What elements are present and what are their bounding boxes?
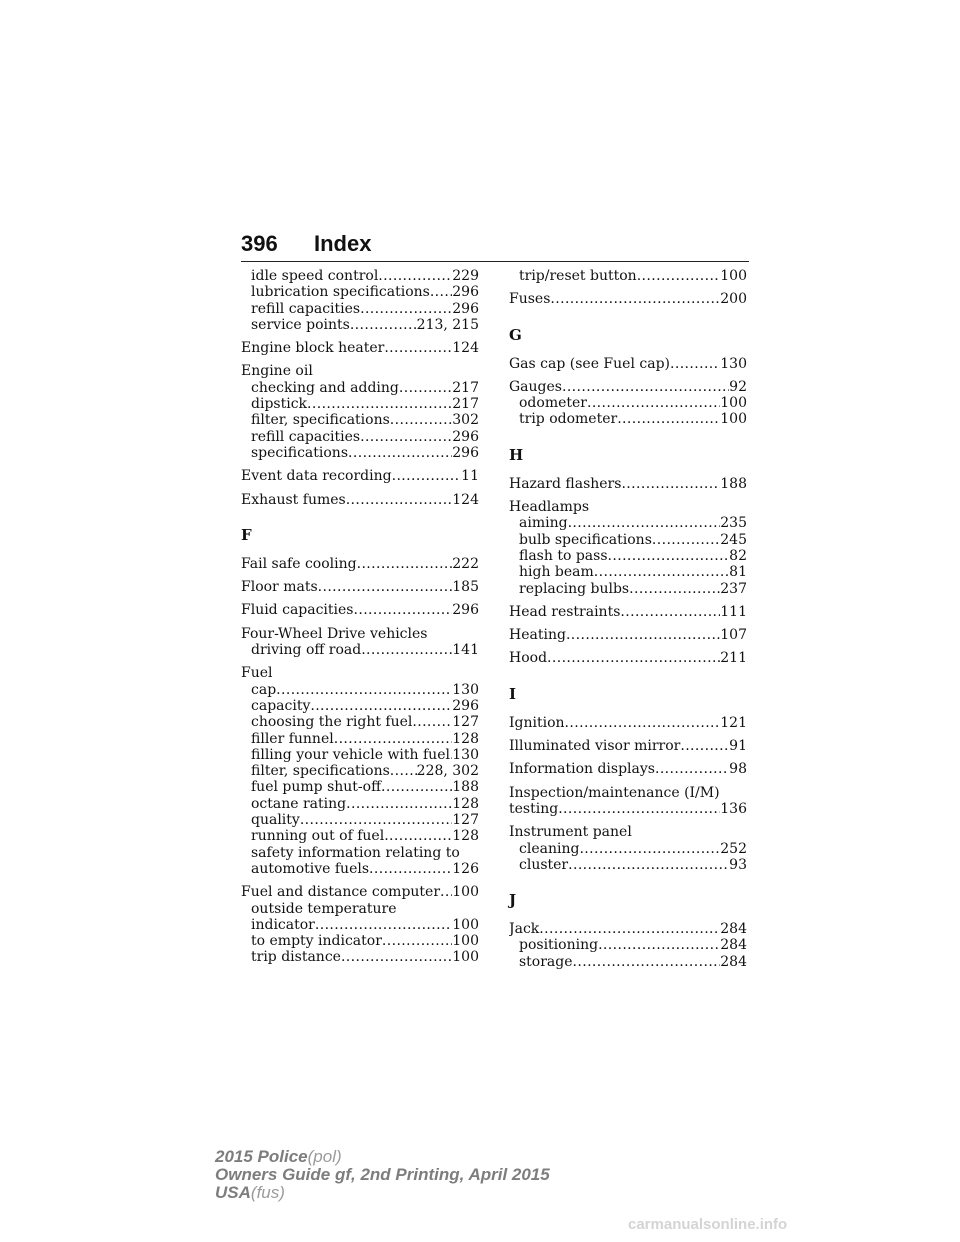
dot-leader [430,284,452,300]
page-title: Index [314,231,372,256]
entry-page-ref[interactable]: 284 [720,953,747,970]
entry-page-ref[interactable]: 284 [720,937,747,954]
index-subentry [241,731,479,747]
dot-leader [357,556,453,572]
index-subentry [241,917,479,933]
dot-leader [399,380,452,396]
entry-page-ref[interactable]: 296 [452,444,479,461]
entry-text: filler funnel [251,730,334,747]
entry-text: Exhaust fumes [241,491,346,508]
entry-text: cleaning [519,840,580,857]
entry-text: driving off road [251,642,362,659]
entry-text: Hood [509,650,548,667]
entry-page-ref[interactable]: 127 [452,812,479,829]
entry-page-ref[interactable]: 93 [729,856,747,873]
entry-page-ref[interactable]: 124 [452,340,479,357]
entry-text: indicator [251,916,315,933]
index-entry [509,761,747,777]
dot-leader [594,564,729,580]
entry-page-ref[interactable]: 91 [729,738,747,755]
entry-page-ref[interactable]: 128 [452,730,479,747]
index-subentry [241,845,479,861]
dot-leader [652,532,720,548]
index-subentry [509,937,747,953]
dot-leader [412,714,452,730]
dot-leader [276,682,452,698]
entry-page-ref[interactable]: 141 [452,642,479,659]
entry-text: capacity [251,697,311,714]
entry-text: Floor mats [241,579,318,596]
index-entry [509,291,747,307]
dot-leader [655,761,729,777]
dot-leader [550,291,720,307]
dot-leader [629,581,720,597]
dot-leader [390,412,452,428]
entry-text: automotive fuels [251,860,370,877]
entry-text: Jack [509,921,540,938]
index-subentry [241,284,479,300]
dot-leader [617,411,720,427]
index-entry [509,801,747,817]
dot-leader [565,715,721,731]
entry-text: Fuel and distance computer [241,884,441,901]
entry-page-ref[interactable]: 98 [729,761,747,778]
entry-page-ref[interactable]: 211 [720,650,747,667]
entry-page-ref[interactable]: 188 [452,779,479,796]
index-subentry [509,395,747,411]
index-subentry [241,445,479,461]
entry-text: Engine oil [241,363,313,380]
dot-leader [637,268,721,284]
entry-text: flash to pass [519,547,608,564]
dot-leader [608,548,730,564]
index-entry [509,476,747,492]
dot-leader [307,396,452,412]
index-entry [241,492,479,508]
index-subentry [241,317,479,333]
entry-text: Gas cap (see Fuel cap) [509,355,670,372]
footer-market: USA [215,1183,251,1202]
index-entry [509,604,747,620]
entry-page-ref[interactable]: 126 [452,860,479,877]
entry-page-ref[interactable]: 213, 215 [416,316,479,333]
entry-text: filter, specifications [251,763,390,780]
entry-page-ref[interactable]: 296 [452,284,479,301]
dot-leader [547,650,720,666]
index-entry [509,785,747,801]
index-entry [241,468,479,484]
entry-text: Illuminated visor mirror [509,738,681,755]
entry-text: Fuses [509,291,551,308]
entry-text: Inspection/maintenance (I/M) [509,784,720,801]
dot-leader [573,954,721,970]
entry-text: checking and adding [251,379,399,396]
entry-page-ref[interactable]: 229 [452,268,479,284]
index-subentry [241,412,479,428]
entry-text: octane rating [251,795,347,812]
entry-page-ref[interactable]: 100 [452,884,479,901]
index-subentry [241,949,479,965]
entry-page-ref[interactable]: 217 [452,396,479,413]
entry-text: trip/reset button [519,268,637,284]
entry-page-ref[interactable]: 296 [452,428,479,445]
entry-text: filter, specifications [251,412,390,429]
entry-text: cluster [519,856,569,873]
entry-text: Engine block heater [241,340,385,357]
index-subentry [509,841,747,857]
index-subentry [509,411,747,427]
index-entry [241,884,479,900]
index-subentry [241,642,479,658]
entry-page-ref[interactable]: 124 [452,491,479,508]
entry-page-ref[interactable]: 128 [452,828,479,845]
dot-leader [300,812,452,828]
entry-text: dipstick [251,396,308,413]
entry-text: Fail safe cooling [241,555,357,572]
dot-leader [390,763,417,779]
entry-text: to empty indicator [251,933,382,950]
index-entry [241,665,479,681]
dot-leader [334,731,453,747]
entry-page-ref[interactable]: 252 [720,840,747,857]
entry-page-ref[interactable]: 81 [729,564,747,581]
dot-leader [384,828,452,844]
entry-text: Four-Wheel Drive vehicles [241,625,428,642]
index-column-left [241,268,479,966]
entry-text: Information displays [509,761,655,778]
dot-leader [568,857,729,873]
entry-page-ref[interactable]: 130 [720,355,747,372]
index-letter-heading: F [241,525,252,544]
dot-leader [360,301,452,317]
dot-leader [670,356,720,372]
dot-leader [350,317,417,333]
entry-text: Fuel [241,665,273,682]
index-entry [509,499,747,515]
index-subentry [509,954,747,970]
entry-page-ref[interactable]: 82 [729,547,747,564]
entry-text: Event data recording [241,468,392,485]
entry-page-ref[interactable]: 100 [452,949,479,966]
dot-leader [568,515,721,531]
entry-page-ref[interactable]: 185 [452,579,479,596]
entry-text: Instrument panel [509,824,632,841]
dot-leader [384,340,452,356]
entry-page-ref[interactable]: 284 [720,921,747,938]
dot-leader [318,579,453,595]
index-entry [509,650,747,666]
entry-page-ref[interactable]: 200 [720,291,747,308]
dot-leader [539,921,720,937]
entry-text: Head restraints [509,603,621,620]
entry-page-ref[interactable]: 302 [452,412,479,429]
entry-page-ref[interactable]: 100 [452,916,479,933]
entry-page-ref[interactable]: 130 [452,746,479,763]
index-subentry [241,698,479,714]
entry-page-ref[interactable]: 296 [452,300,479,317]
entry-text: cap [251,681,277,698]
entry-text: replacing bulbs [519,580,630,597]
entry-page-ref[interactable]: 136 [720,800,747,817]
index-entry [241,602,479,618]
index-entry [509,824,747,840]
index-subentry [509,581,747,597]
entry-text: high beam [519,564,594,581]
index-subentry [509,857,747,873]
entry-page-ref[interactable]: 100 [720,411,747,428]
index-entry [241,363,479,379]
entry-page-ref[interactable]: 100 [720,268,747,284]
dot-leader [558,801,720,817]
entry-page-ref[interactable]: 296 [452,602,479,619]
footer-market-code: (fus) [250,1183,285,1202]
entry-text: Ignition [509,714,565,731]
dot-leader [579,841,720,857]
dot-leader [378,268,452,284]
entry-text: Fluid capacities [241,602,354,619]
index-subentry [241,380,479,396]
index-letter-heading: I [509,684,517,703]
index-entry [509,379,747,395]
index-subentry [509,532,747,548]
header-rule [241,261,749,262]
index-entry [509,715,747,731]
dot-leader [348,445,452,461]
entry-text: storage [519,953,573,970]
entry-text: fuel pump shut-off [251,779,382,796]
entry-page-ref[interactable]: 217 [452,379,479,396]
entry-page-ref[interactable]: 128 [452,795,479,812]
index-entry [241,626,479,642]
entry-text: running out of fuel [251,828,385,845]
entry-text: Hazard flashers [509,475,622,492]
dot-leader [310,698,452,714]
entry-text: refill capacities [251,428,361,445]
page-number: 396 [241,231,278,256]
entry-page-ref[interactable]: 100 [720,395,747,412]
entry-page-ref[interactable]: 245 [720,531,747,548]
dot-leader [341,949,452,965]
entry-text: positioning [519,937,599,954]
index-entry [241,556,479,572]
entry-text: idle speed control [251,268,379,284]
entry-page-ref[interactable]: 11 [461,468,479,485]
index-subentry [241,763,479,779]
entry-text: filling your vehicle with fuel [251,746,450,763]
entry-page-ref[interactable]: 296 [452,697,479,714]
index-subentry [509,515,747,531]
index-subentry [509,548,747,564]
dot-leader [354,602,453,618]
entry-text: trip odometer [519,411,618,428]
entry-text: Gauges [509,378,562,395]
index-subentry [241,396,479,412]
dot-leader [440,884,452,900]
entry-page-ref[interactable]: 92 [729,378,747,395]
entry-text: safety information relating to [251,844,460,861]
index-letter-heading: J [509,891,517,910]
entry-page-ref[interactable]: 188 [720,475,747,492]
index-column-right [509,268,747,970]
index-subentry [241,301,479,317]
index-subentry [241,812,479,828]
index-entry [509,356,747,372]
dot-leader [680,738,729,754]
entry-page-ref[interactable]: 100 [452,933,479,950]
index-entry [509,627,747,643]
index-subentry [241,682,479,698]
dot-leader [587,395,720,411]
entry-text: odometer [519,395,587,412]
entry-text: specifications [251,444,349,461]
index-entry [509,921,747,937]
entry-page-ref[interactable]: 130 [452,681,479,698]
index-entry [509,738,747,754]
dot-leader [566,627,720,643]
entry-text: Heating [509,627,566,644]
dot-leader [369,861,452,877]
dot-leader [392,468,462,484]
index-subentry [241,901,479,917]
dot-leader [598,937,720,953]
page-header [241,231,749,265]
dot-leader [621,476,720,492]
entry-text: service points [251,316,350,333]
dot-leader [346,492,453,508]
entry-text: outside temperature [251,900,397,917]
dot-leader [620,604,720,620]
footer-model: 2015 Police [215,1147,308,1166]
dot-leader [360,429,452,445]
index-entry [241,340,479,356]
dot-leader [361,642,452,658]
dot-leader [562,379,729,395]
entry-text: choosing the right fuel [251,714,413,731]
entry-text: testing [509,800,559,817]
entry-page-ref[interactable]: 222 [452,555,479,572]
entry-text: quality [251,812,300,829]
entry-page-ref[interactable]: 121 [720,714,747,731]
watermark: carmanualsonline.info [628,1216,788,1233]
index-subentry [241,268,479,284]
index-subentry [241,779,479,795]
footer-model-code: (pol) [307,1147,342,1166]
entry-page-ref[interactable]: 107 [720,627,747,644]
dot-leader [381,779,452,795]
entry-text: bulb specifications [519,531,652,548]
index-subentry [509,268,747,284]
entry-page-ref[interactable]: 127 [452,714,479,731]
entry-page-ref[interactable]: 228, 302 [416,763,479,780]
index-subentry [241,933,479,949]
index-subentry [241,828,479,844]
dot-leader [315,917,452,933]
index-subentry [241,714,479,730]
index-letter-heading: G [509,325,522,344]
entry-page-ref[interactable]: 237 [720,580,747,597]
index-subentry [509,564,747,580]
entry-text: trip distance [251,949,341,966]
entry-text: lubrication specifications [251,284,430,301]
document-footer [215,1148,550,1202]
entry-text: Headlamps [509,499,590,516]
entry-text: refill capacities [251,300,361,317]
index-entry [241,579,479,595]
index-letter-heading: H [509,445,524,464]
entry-page-ref[interactable]: 111 [720,603,747,620]
index-subentry [241,429,479,445]
entry-page-ref[interactable]: 235 [720,515,747,532]
footer-edition: Owners Guide gf, 2nd Printing, April 2015 [215,1165,550,1184]
dot-leader [382,933,452,949]
dot-leader [346,796,452,812]
entry-text: aiming [519,515,568,532]
index-subentry [241,796,479,812]
index-subentry [241,861,479,877]
index-subentry [241,747,479,763]
